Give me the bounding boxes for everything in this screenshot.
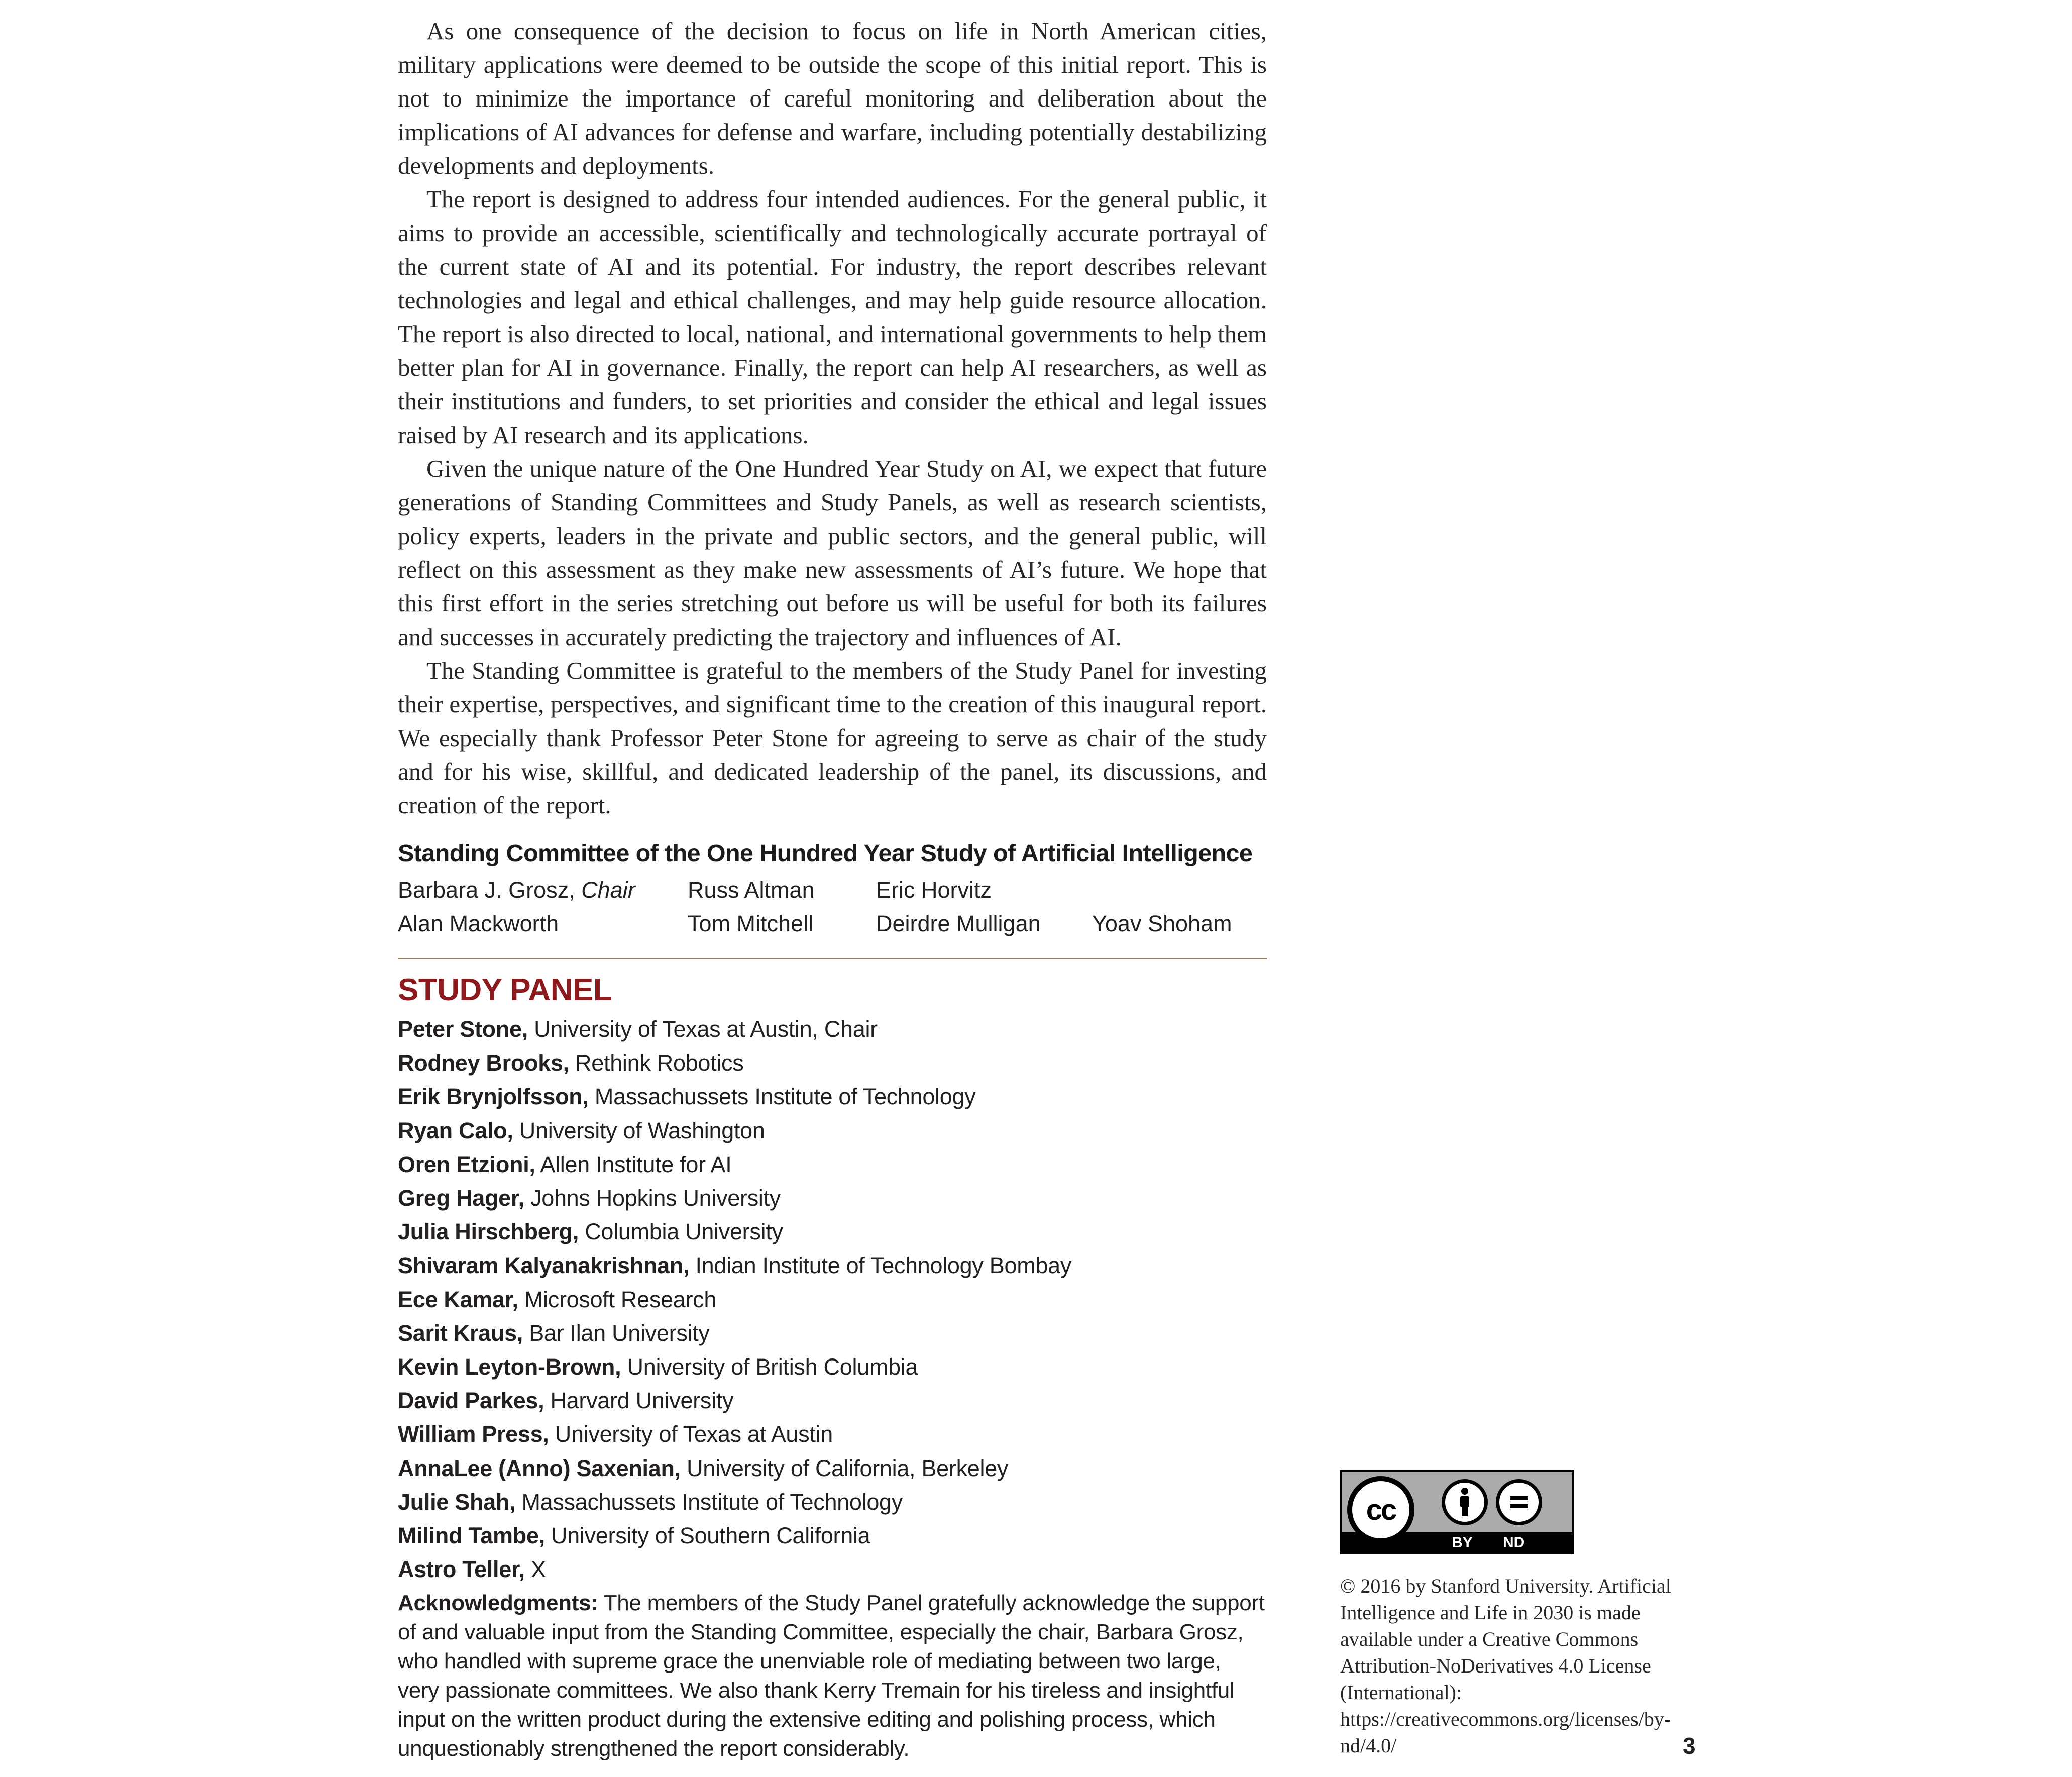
- member-name: Sarit Kraus,: [398, 1320, 523, 1346]
- study-panel-member: [398, 1046, 1267, 1080]
- member-affiliation: Johns Hopkins University: [524, 1185, 781, 1211]
- member-affiliation: University of California, Berkeley: [680, 1455, 1009, 1481]
- member-affiliation: University of Texas at Austin, Chair: [527, 1016, 878, 1042]
- member-affiliation: X: [524, 1556, 546, 1583]
- study-panel-member: [398, 1350, 1267, 1384]
- badge-by-label: BY: [1452, 1534, 1473, 1551]
- study-panel-member: [398, 1181, 1267, 1215]
- intro-paragraph-2: The report is designed to address four intended audiences. For the general public, it aims to provide an accessible, scientifically and technologically accurate portrayal of the current state of AI and its potential. For industry, the report describes relevant technologies and legal and ethical challenges, and may help guide resource allocation. The report is also directed to local, national, and international governments to help them better plan for AI in governance. Finally, the report can help AI researchers, as well as their institutions and funders, to set priorities and consider the ethical and legal issues raised by AI research and its applications.: [398, 185, 1267, 449]
- committee-chair-role: Chair: [581, 877, 635, 903]
- study-panel-member: [398, 1316, 1267, 1350]
- attribution-person-icon: [1442, 1479, 1488, 1525]
- no-derivatives-equals-icon: [1496, 1479, 1542, 1525]
- committee-member: Alan Mackworth: [398, 911, 559, 936]
- study-panel-member: [398, 1114, 1267, 1147]
- member-affiliation: Harvard University: [544, 1388, 734, 1414]
- study-panel-member: [398, 1147, 1267, 1181]
- cc-logo-icon: [1347, 1476, 1414, 1543]
- study-panel-member: [398, 1552, 1267, 1586]
- study-panel-member: [398, 1451, 1267, 1485]
- member-affiliation: University of Southern California: [544, 1523, 870, 1549]
- committee-member: Yoav Shoham: [1092, 911, 1232, 936]
- member-name: Astro Teller,: [398, 1556, 525, 1583]
- member-affiliation: Rethink Robotics: [569, 1050, 744, 1076]
- member-name: Julia Hirschberg,: [398, 1219, 579, 1245]
- study-panel-member: [398, 1485, 1267, 1519]
- committee-chair-name: Barbara J. Grosz,: [398, 877, 575, 903]
- member-affiliation: Massachussets Institute of Technology: [515, 1489, 903, 1515]
- license-text: © 2016 by Stanford University. Artificial Intelligence and Life in 2030 is made available under a Creative Commons Attribution-NoDerivatives 4.0 License (International): https://creativecommons.org/licenses/by-nd/4.0/: [1340, 1575, 1671, 1757]
- study-panel-member: [398, 1384, 1267, 1417]
- member-affiliation: Microsoft Research: [518, 1286, 717, 1312]
- study-panel-member: [398, 1283, 1267, 1316]
- member-affiliation: University of Washington: [513, 1117, 765, 1143]
- intro-paragraph-1: As one consequence of the decision to focus on life in North American cities, military applications were deemed to be outside the scope of this initial report. This is not to minimize the importance of careful monitoring and deliberation about the implications of AI advances for defense and warfare, including potentially destabilizing developments and deployments.: [398, 17, 1267, 179]
- study-panel-member: [398, 1215, 1267, 1248]
- study-panel-heading: STUDY PANEL: [398, 973, 612, 1007]
- member-affiliation: Columbia University: [579, 1219, 783, 1245]
- member-affiliation: Massachussets Institute of Technology: [588, 1084, 976, 1110]
- cc-license-badge[interactable]: [1340, 1470, 1574, 1554]
- member-name: Rodney Brooks,: [398, 1050, 569, 1076]
- page-number: 3: [1683, 1733, 1696, 1759]
- member-affiliation: Indian Institute of Technology Bombay: [689, 1252, 1072, 1279]
- acknowledgments-label: Acknowledgments:: [398, 1591, 598, 1616]
- section-divider: [398, 958, 1267, 959]
- standing-committee-list: [398, 873, 1267, 940]
- committee-member: Russ Altman: [688, 877, 815, 903]
- member-affiliation: University of British Columbia: [621, 1354, 918, 1380]
- member-name: Julie Shah,: [398, 1489, 516, 1515]
- study-panel-member: [398, 1519, 1267, 1552]
- member-affiliation: University of Texas at Austin: [549, 1421, 833, 1447]
- member-name: David Parkes,: [398, 1388, 544, 1414]
- committee-member-chair: [398, 873, 688, 907]
- cc-logo-letters: cc: [1366, 1493, 1396, 1526]
- member-name: Oren Etzioni,: [398, 1151, 535, 1177]
- study-panel-member: [398, 1417, 1267, 1451]
- badge-nd-label: ND: [1503, 1534, 1525, 1551]
- committee-empty-cell: [1092, 873, 1253, 907]
- standing-committee-heading: Standing Committee of the One Hundred Year Study of Artificial Intelligence: [398, 840, 1253, 867]
- committee-member: Deirdre Mulligan: [876, 911, 1041, 936]
- acknowledgments-text: The members of the Study Panel gratefully acknowledge the support of and valuable input from the Standing Committee, especially the chair, Barbara Grosz, who handled with supreme grace the unenviable role of mediating between two large, very passionate committees. We also thank Kerry Tremain for his tireless and insightful input on the written product during the extensive editing and polishing process, which unquestionably strengthened the report considerably.: [398, 1591, 1265, 1761]
- intro-paragraph-4: The Standing Committee is grateful to the members of the Study Panel for investing their expertise, perspectives, and significant time to the creation of this inaugural report. We especially thank Professor Peter Stone for agreeing to serve as chair of the study and for his wise, skillful, and dedicated leadership of the panel, its discussions, and creation of the report.: [398, 657, 1267, 819]
- member-name: Ece Kamar,: [398, 1286, 518, 1312]
- member-name: Peter Stone,: [398, 1016, 528, 1042]
- main-column: [398, 14, 1267, 1763]
- member-name: AnnaLee (Anno) Saxenian,: [398, 1455, 681, 1481]
- committee-member: Tom Mitchell: [688, 911, 814, 936]
- member-name: Shivaram Kalyanakrishnan,: [398, 1252, 690, 1279]
- member-affiliation: Allen Institute for AI: [535, 1151, 732, 1177]
- member-name: Milind Tambe,: [398, 1523, 545, 1549]
- study-panel-member: [398, 1248, 1267, 1282]
- study-panel-member: [398, 1012, 1267, 1046]
- member-name: William Press,: [398, 1421, 549, 1447]
- member-name: Ryan Calo,: [398, 1117, 513, 1143]
- study-panel-member: [398, 1080, 1267, 1113]
- acknowledgments-paragraph: [398, 1589, 1267, 1763]
- member-name: Greg Hager,: [398, 1185, 524, 1211]
- committee-member: Eric Horvitz: [876, 877, 992, 903]
- member-name: Erik Brynjolfsson,: [398, 1084, 589, 1110]
- member-name: Kevin Leyton-Brown,: [398, 1354, 621, 1380]
- intro-paragraph-3: Given the unique nature of the One Hundred Year Study on AI, we expect that future generations of Standing Committees and Study Panels, as well as research scientists, policy experts, leaders in the private and public sectors, and the general public, will reflect on this assessment as they make new assessments of AI’s future. We hope that this first effort in the series stretching out before us will be useful for both its failures and successes in accurately predicting the trajectory and influences of AI.: [398, 455, 1267, 651]
- study-panel-list: [398, 1012, 1267, 1586]
- member-affiliation: Bar Ilan University: [523, 1320, 710, 1346]
